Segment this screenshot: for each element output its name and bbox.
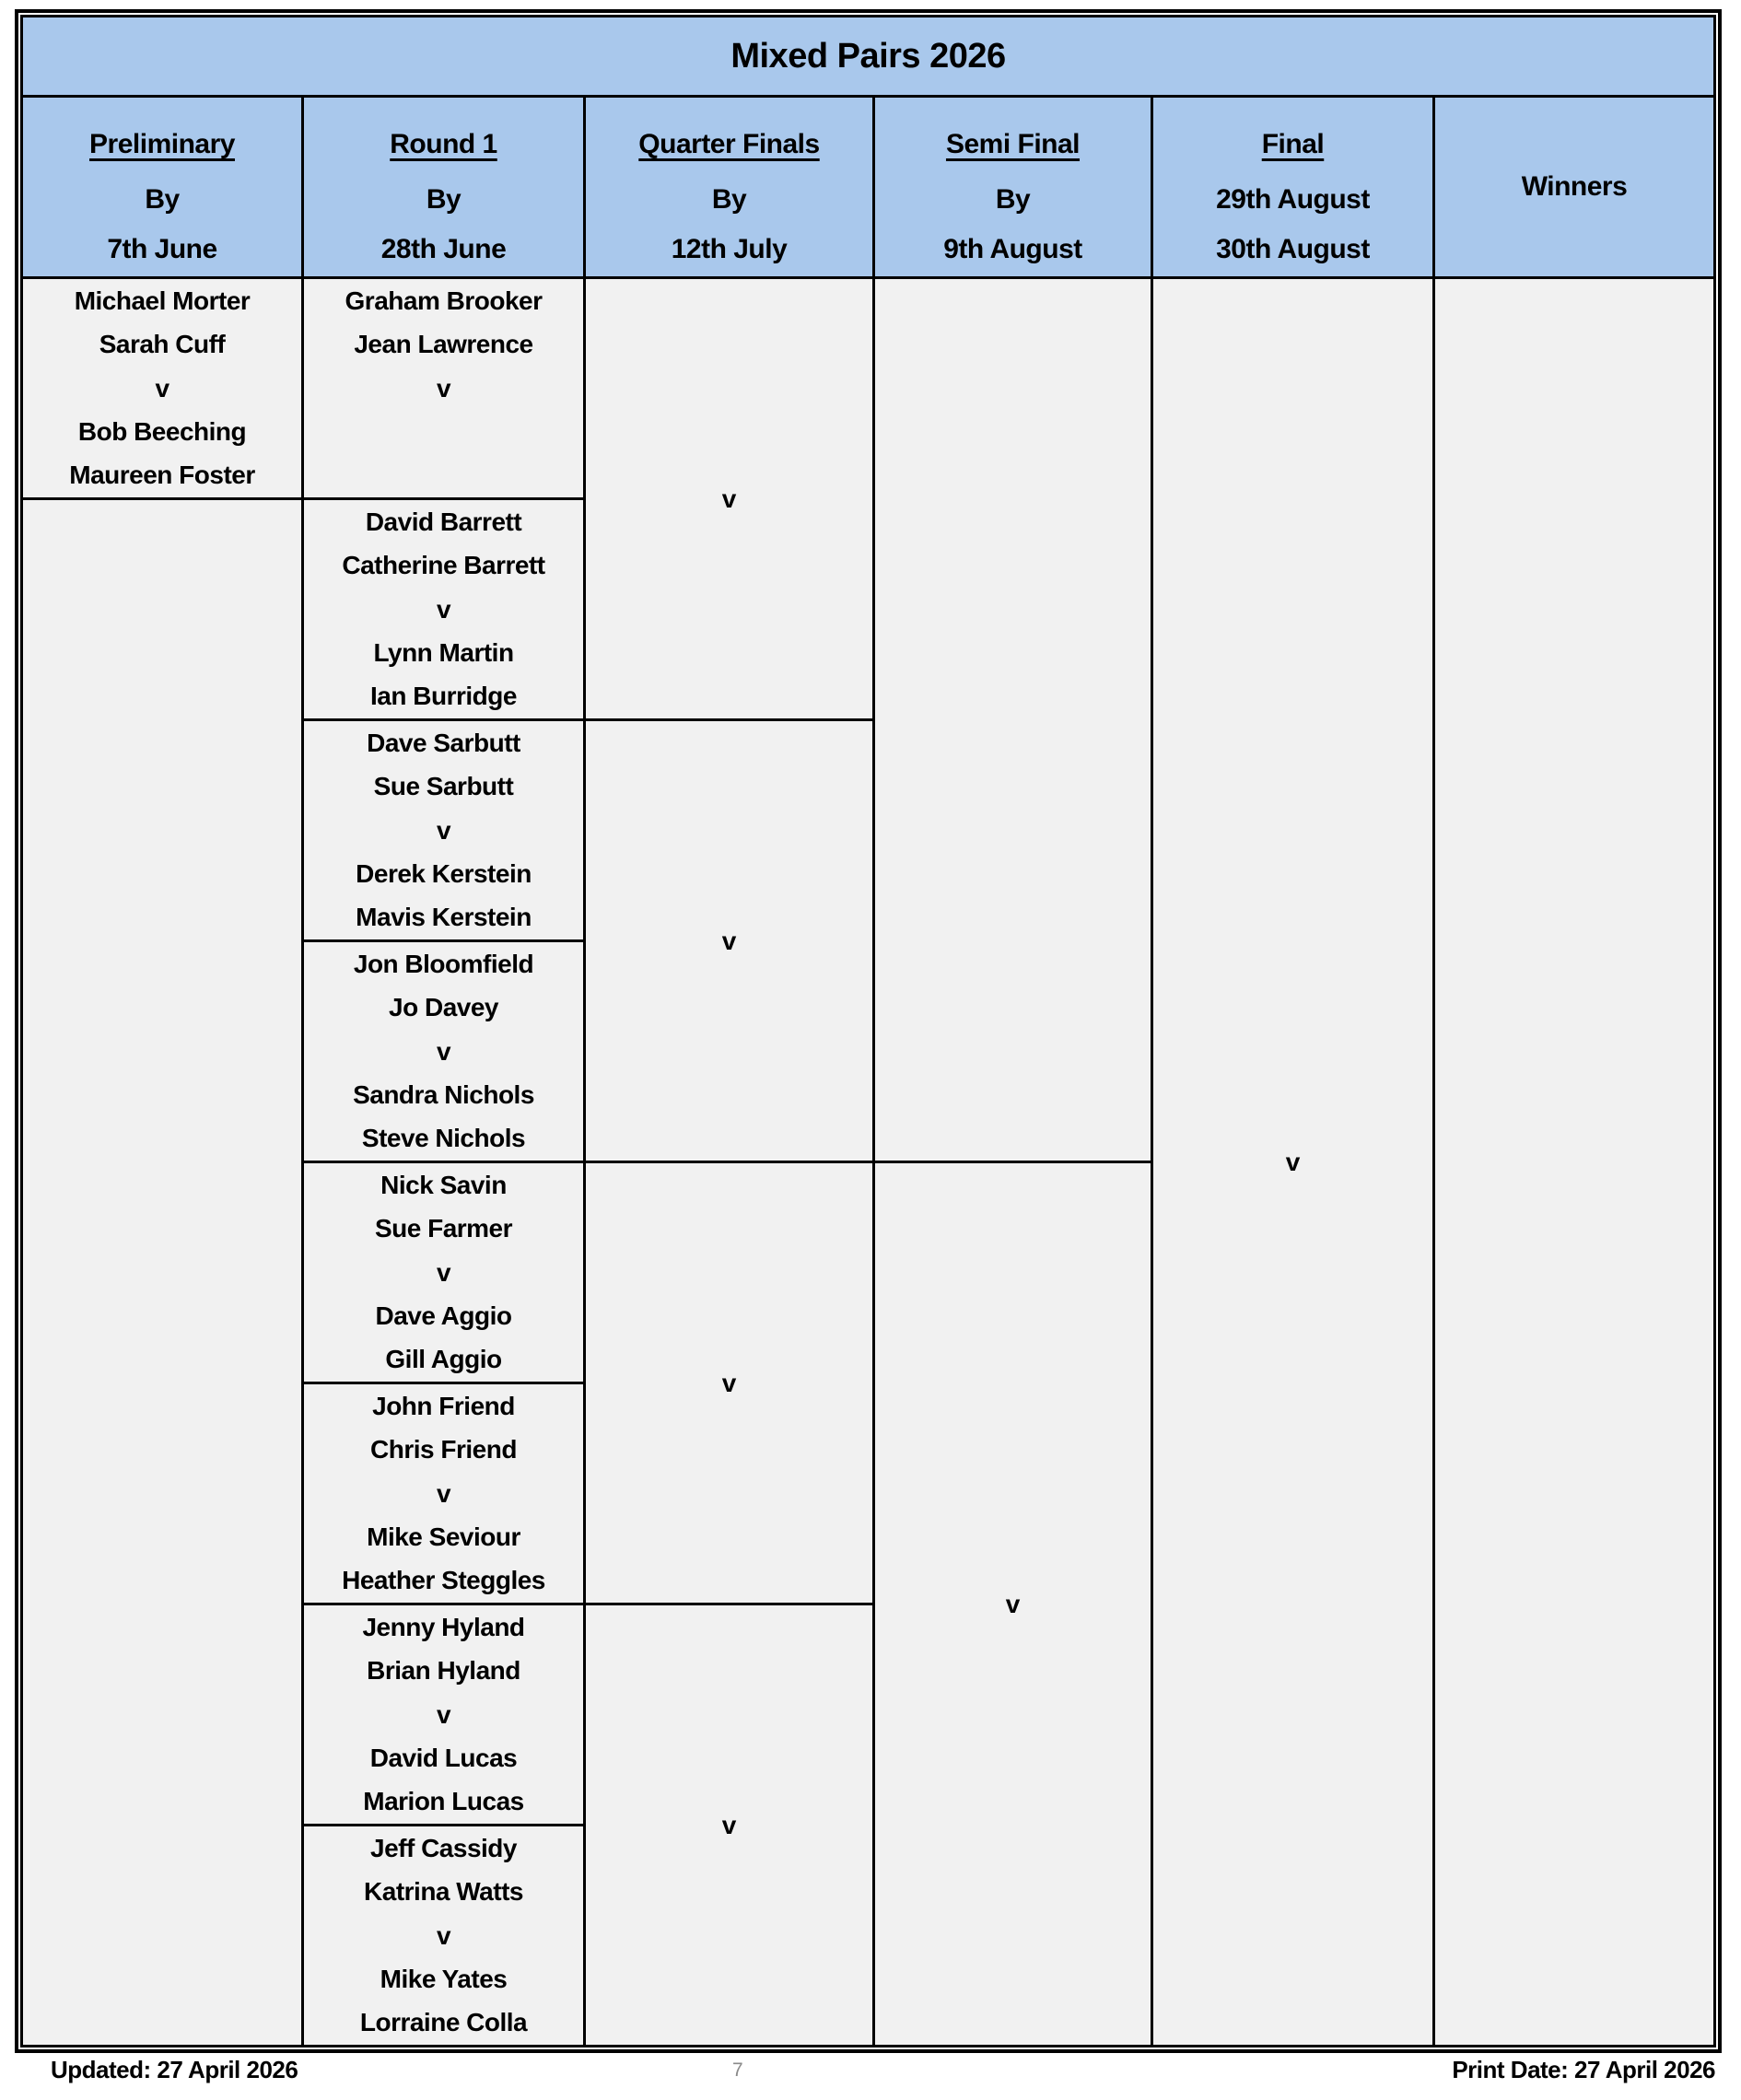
player-name: Michael Morter [74,286,251,315]
page-title: Mixed Pairs 2026 [22,17,1715,97]
column-header-final [1152,97,1434,278]
player-name: Steve Nichols [361,1124,526,1153]
player-name: Heather Steggles [342,1566,545,1595]
bracket-row [22,278,1715,499]
round-name-label: Final [1261,129,1325,159]
player-name: Graham Brooker [345,286,543,315]
column-header-row [22,97,1715,278]
mixed-pairs-bracket-table [20,15,1716,2048]
column-header-preliminary [22,97,303,278]
final-date-1-label: 29th August [1216,184,1370,215]
round1-match-cell [303,1383,585,1604]
versus-label: v [721,1368,737,1397]
versus-label: v [436,594,451,624]
player-name: Gill Aggio [385,1345,502,1374]
footer-print-date: Print Date: 27 April 2026 [1452,2056,1715,2083]
versus-label: v [436,1257,451,1287]
player-name: Sue Sarbutt [373,772,514,801]
deadline-date-label: 12th July [671,234,788,264]
deadline-by-label: By [711,184,747,215]
quarter-final-cell [585,720,874,1162]
versus-label: v [155,373,169,402]
player-name: Derek Kerstein [356,858,532,888]
player-name: Jeff Cassidy [370,1833,517,1862]
versus-label: v [1285,1147,1301,1176]
player-name: David Lucas [369,1743,518,1772]
round1-match-cell [303,1826,585,2047]
versus-label: v [721,926,737,955]
player-name: Jo Davey [389,993,498,1022]
player-name: Dave Sarbutt [367,728,520,757]
column-header-quarter-finals [585,97,874,278]
player-name: Mike Seviour [367,1522,520,1551]
deadline-by-label: By [995,184,1031,215]
versus-label: v [436,815,451,845]
player-name: Sandra Nichols [353,1079,534,1109]
player-name: Jon Bloomfield [353,949,534,978]
round1-match-cell [303,720,585,941]
player-name: Sue Farmer [374,1214,513,1243]
footer-updated-date: Updated: 27 April 2026 [51,2056,298,2083]
deadline-date-label: 9th August [943,234,1082,264]
column-header-semi-final [874,97,1152,278]
versus-label: v [436,1036,451,1066]
preliminary-match-cell [22,278,303,499]
player-name: Katrina Watts [364,1877,523,1907]
winners-cell [1434,278,1715,2047]
versus-label: v [436,373,451,402]
player-name: Lynn Martin [373,637,514,667]
player-name [304,454,583,497]
round1-match-cell [303,1162,585,1383]
versus-label: v [436,1920,451,1950]
page-number: 7 [732,2059,743,2081]
deadline-by-label: By [426,184,462,215]
preliminary-empty-cell [22,499,303,2047]
round-name-label: Quarter Finals [638,129,820,159]
player-name: Jenny Hyland [362,1612,525,1641]
player-name: Sarah Cuff [99,330,226,359]
versus-label: v [436,1699,451,1729]
player-name: Dave Aggio [375,1301,512,1330]
deadline-date-label: 28th June [380,234,507,264]
player-name: Chris Friend [370,1435,517,1464]
round1-match-cell [303,941,585,1162]
player-name: Maureen Foster [69,461,255,490]
versus-label: v [1005,1589,1021,1618]
bracket-sheet [15,9,1722,2053]
quarter-final-cell [585,278,874,720]
round1-match-cell [303,278,585,499]
player-name: Brian Hyland [367,1656,520,1686]
semi-final-cell [874,1162,1152,2047]
column-header-round1 [303,97,585,278]
final-cell [1152,278,1434,2047]
quarter-final-cell [585,1604,874,2047]
player-name: John Friend [372,1391,515,1420]
deadline-by-label: By [145,184,180,215]
player-name: Marion Lucas [363,1787,524,1816]
round-name-label: Preliminary [89,129,235,159]
deadline-date-label: 7th June [107,234,217,264]
final-date-2-label: 30th August [1216,234,1370,264]
player-name: Catherine Barrett [342,551,545,580]
versus-label: v [721,484,737,513]
player-name: Mike Yates [380,1964,508,1993]
player-name: Bob Beeching [77,416,247,446]
round-name-label: Semi Final [945,129,1081,159]
player-name: David Barrett [365,507,522,536]
round1-match-cell [303,499,585,720]
round-name-label: Round 1 [390,129,497,159]
versus-label: v [436,1478,451,1508]
player-name [304,410,583,453]
player-name: Jean Lawrence [354,330,533,359]
column-header-winners: Winners [1434,97,1715,278]
round1-match-cell [303,1604,585,1826]
player-name: Ian Burridge [370,682,517,711]
versus-label: v [721,1810,737,1839]
semi-final-cell [874,278,1152,1162]
title-row [22,17,1715,97]
player-name: Mavis Kerstein [356,903,532,932]
player-name: Nick Savin [380,1170,507,1199]
quarter-final-cell [585,1162,874,1604]
player-name: Lorraine Colla [359,2008,528,2037]
